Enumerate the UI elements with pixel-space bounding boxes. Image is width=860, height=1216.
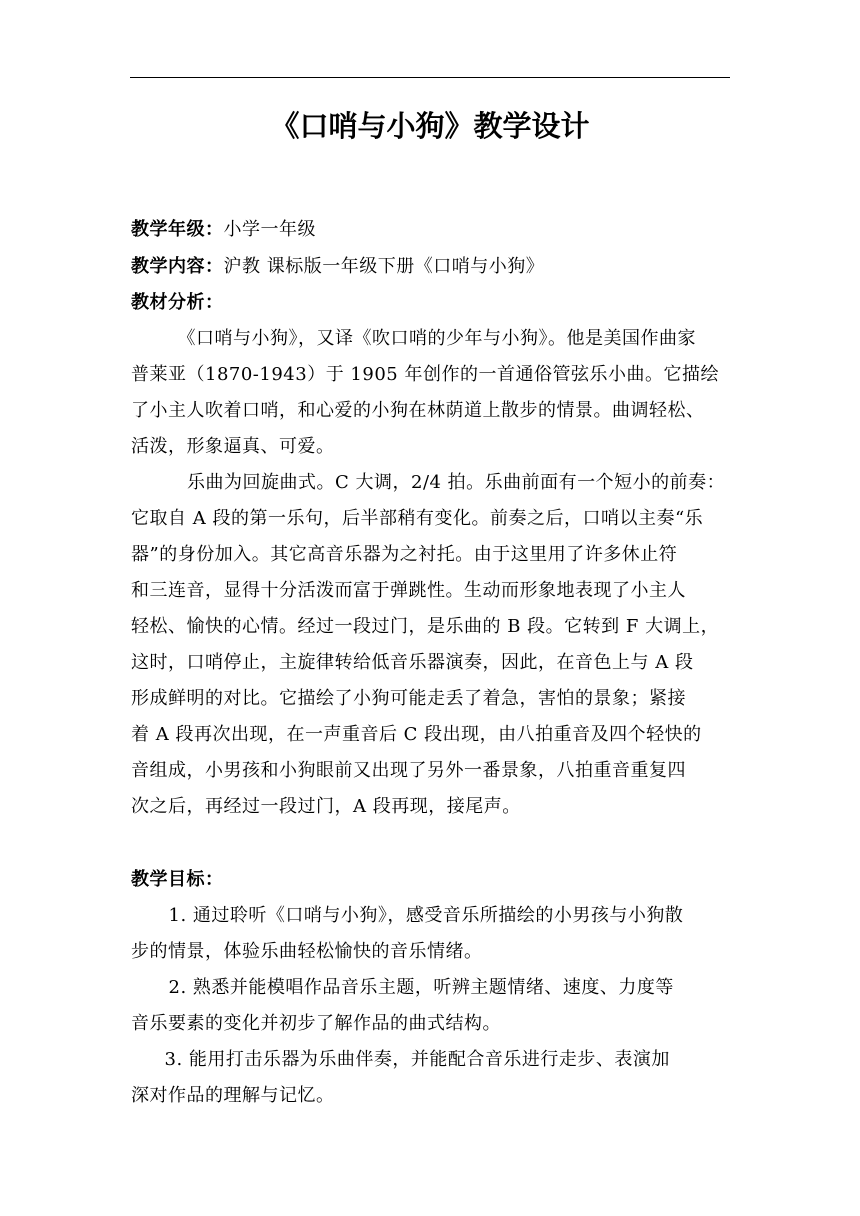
- analysis-p2-line: 它取自 A 段的第一乐句，后半部稍有变化。前奏之后，口哨以主奏“乐: [131, 508, 704, 529]
- objective-line: 音乐要素的变化并初步了解作品的曲式结构。: [131, 1013, 501, 1034]
- document-title: 《口哨与小狗》教学设计: [270, 109, 590, 143]
- analysis-p2-line: 着 A 段再次出现，在一声重音后 C 段出现，由八拍重音及四个轻快的: [131, 724, 702, 745]
- analysis-p2-line: 形成鲜明的对比。它描绘了小狗可能走丢了着急，害怕的景象；紧接: [131, 688, 686, 709]
- grade-row: [131, 217, 731, 243]
- analysis-p2-line: 次之后，再经过一段过门，A 段再现，接尾声。: [131, 796, 521, 817]
- analysis-p2-line: 这时，口哨停止，主旋律转给低音乐器演奏，因此，在音色上与 A 段: [131, 652, 694, 673]
- grade-value: 小学一年级: [223, 219, 316, 240]
- header-rule: [130, 77, 730, 78]
- grade-label: 教学年级：: [131, 219, 224, 240]
- objective-line: 3. 能用打击乐器为乐曲伴奏，并能配合音乐进行走步、表演加: [146, 1049, 670, 1070]
- analysis-p2-line: 和三连音，显得十分活泼而富于弹跳性。生动而形象地表现了小主人: [131, 580, 686, 601]
- content-row: [131, 254, 731, 280]
- objective-line: 1. 通过聆听《口哨与小狗》，感受音乐所描绘的小男孩与小狗散: [150, 905, 684, 926]
- analysis-p2-line: 音组成，小男孩和小狗眼前又出现了另外一番景象，八拍重音重复四: [131, 760, 686, 781]
- objective-line: 步的情景，体验乐曲轻松愉快的音乐情绪。: [131, 941, 483, 962]
- analysis-p1-line: 《口哨与小狗》，又译《吹口哨的少年与小狗》。他是美国作曲家: [168, 328, 696, 349]
- analysis-label: 教材分析：: [131, 292, 224, 313]
- analysis-p2-line: 器”的身份加入。其它高音乐器为之衬托。由于这里用了许多休止符: [131, 544, 678, 565]
- analysis-p1-line: 了小主人吹着口哨，和心爱的小狗在林荫道上散步的情景。曲调轻松、: [131, 400, 705, 421]
- analysis-p1-line: 普莱亚（1870-1943）于 1905 年创作的一首通俗管弦乐小曲。它描绘: [131, 364, 719, 385]
- objective-line: 深对作品的理解与记忆。: [131, 1085, 335, 1106]
- analysis-p2-line: 乐曲为回旋曲式。C 大调，2/4 拍。乐曲前面有一个短小的前奏：: [150, 472, 726, 493]
- analysis-p2-line: 轻松、愉快的心情。经过一段过门，是乐曲的 B 段。它转到 F 大调上，: [131, 616, 720, 637]
- content-label: 教学内容：: [131, 256, 224, 277]
- objectives-label: 教学目标：: [131, 869, 224, 890]
- analysis-p1-line: 活泼，形象逼真、可爱。: [131, 436, 335, 457]
- content-value: 沪教 课标版一年级下册《口哨与小狗》: [223, 256, 545, 277]
- objective-line: 2. 熟悉并能模唱作品音乐主题，听辨主题情绪、速度、力度等: [150, 977, 674, 998]
